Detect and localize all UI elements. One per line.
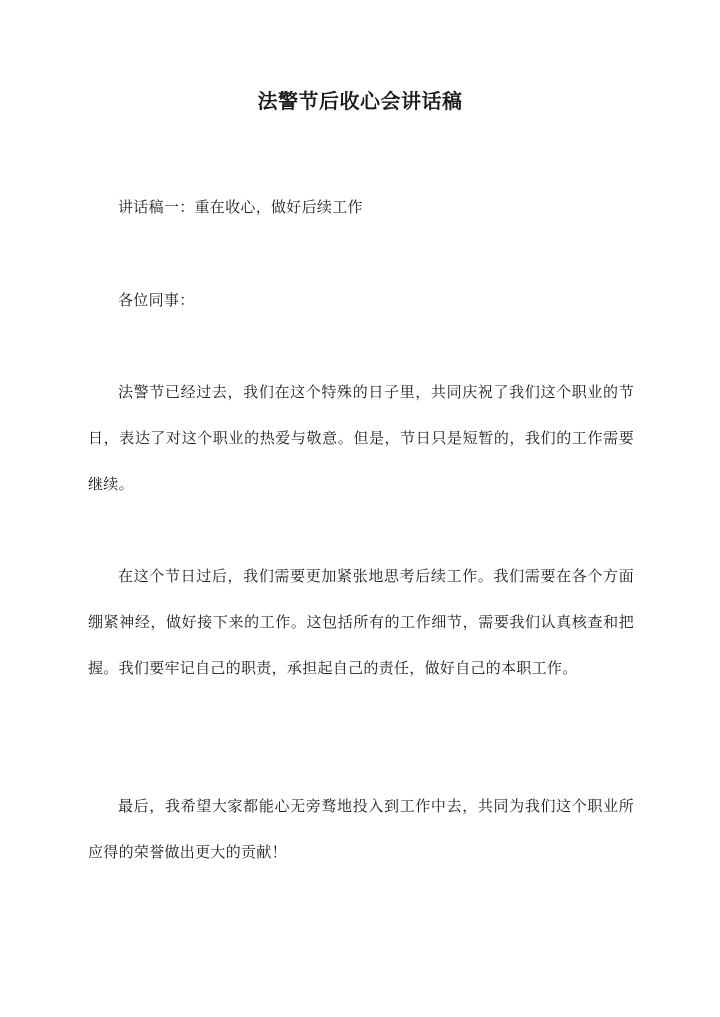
- speech-heading: 讲话稿一：重在收心，做好后续工作: [118, 198, 363, 216]
- document-title: 法警节后收心会讲话稿: [257, 89, 463, 113]
- body-paragraph-2: 在这个节日过后，我们需要更加紧张地思考后续工作。我们需要在各个方面绷紧神经，做好接下来的工作。这包括所有的工作细节，需要我们认真核查和把握。我们要牢记自己的职责，承担起自己的责任，做好自己的本职工作。: [88, 567, 634, 677]
- body-paragraph-1: 法警节已经过去，我们在这个特殊的日子里，共同庆祝了我们这个职业的节日，表达了对这个职业的热爱与敬意。但是，节日只是短暂的，我们的工作需要继续。: [88, 383, 634, 493]
- greeting: 各位同事：: [118, 291, 195, 309]
- body-paragraph-3: 最后，我希望大家都能心无旁骛地投入到工作中去，共同为我们这个职业所应得的荣誉做出更大的贡献！: [88, 797, 634, 861]
